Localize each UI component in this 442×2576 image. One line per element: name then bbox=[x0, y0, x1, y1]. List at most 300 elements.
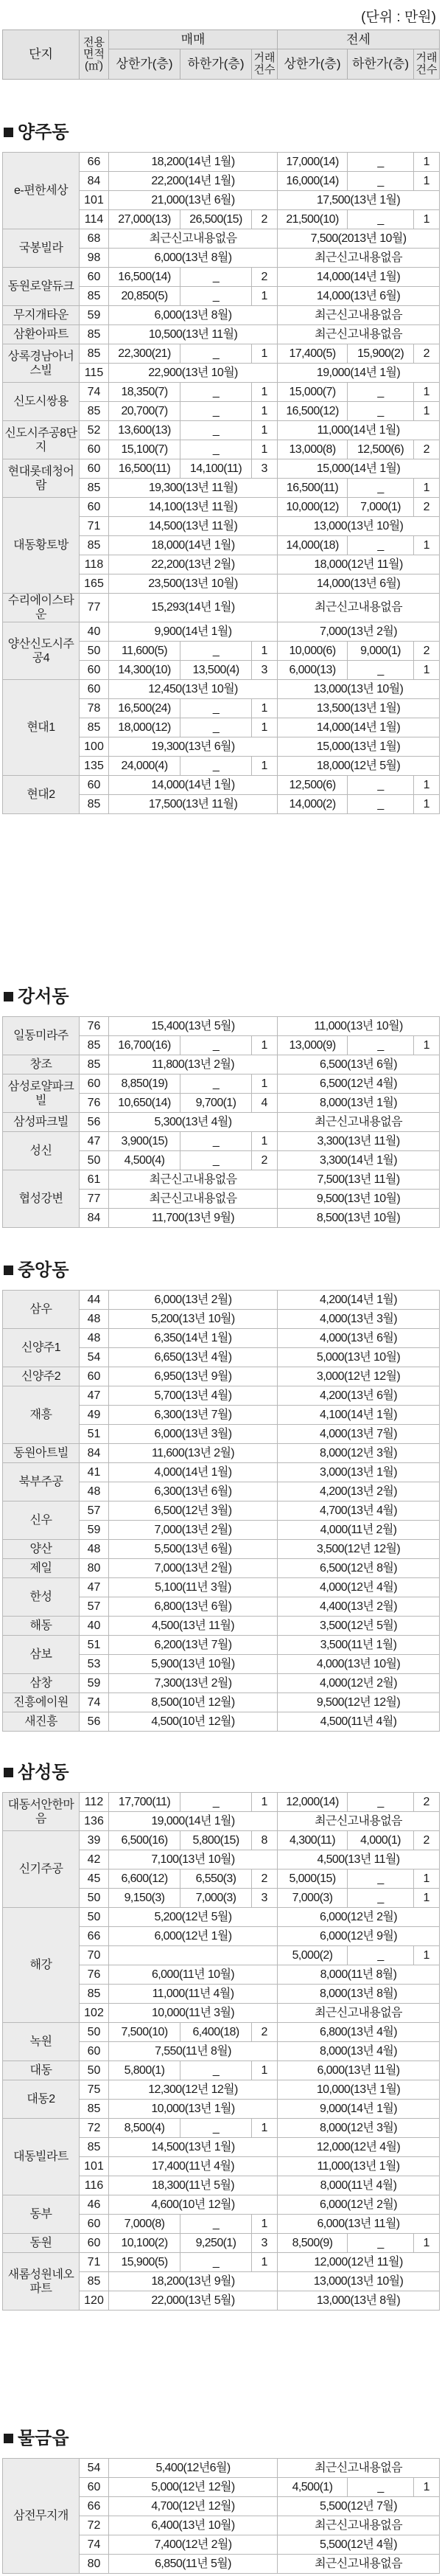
jeonse-upper-cell: 12,500(6) bbox=[278, 776, 348, 795]
jeonse-lower-cell: _ bbox=[348, 776, 414, 795]
sale-count-cell: 1 bbox=[252, 1793, 278, 1812]
sale-lower-cell: _ bbox=[180, 440, 252, 459]
jeonse-price-cell: 18,000(12년 11월) bbox=[278, 555, 440, 574]
jeonse-count-cell: 1 bbox=[414, 795, 440, 814]
complex-name: 해강 bbox=[3, 1908, 80, 2023]
sale-upper-cell: 16,700(16) bbox=[109, 1036, 180, 1055]
complex-name: 양산 bbox=[3, 1540, 80, 1559]
table-row bbox=[3, 1367, 440, 1386]
table-row bbox=[3, 1113, 440, 1132]
jeonse-price-cell: 15,000(14년 1월) bbox=[278, 459, 440, 479]
sale-lower-cell: 26,500(15) bbox=[180, 210, 252, 229]
area-cell: 60 bbox=[80, 268, 109, 287]
jeonse-upper-cell: 14,000(2) bbox=[278, 795, 348, 814]
price-table bbox=[2, 152, 440, 814]
sale-count-cell: 1 bbox=[252, 718, 278, 737]
jeonse-price-cell: 최근신고내용없음 bbox=[278, 306, 440, 325]
area-cell: 50 bbox=[80, 1151, 109, 1170]
sale-lower-cell: 6,400(18) bbox=[180, 2023, 252, 2042]
area-cell: 60 bbox=[80, 498, 109, 517]
area-cell: 50 bbox=[80, 642, 109, 661]
sale-lower-cell: 9,700(1) bbox=[180, 1094, 252, 1113]
complex-name: 일동미라주 bbox=[3, 1017, 80, 1055]
table-row bbox=[3, 1712, 440, 1732]
square-bullet-icon bbox=[4, 2434, 13, 2443]
jeonse-price-cell: 6,500(12년 4월) bbox=[278, 1075, 440, 1094]
section-yangju bbox=[2, 111, 439, 814]
area-cell: 61 bbox=[80, 1170, 109, 1190]
jeonse-price-cell: 최근신고내용없음 bbox=[278, 2004, 440, 2023]
jeonse-count-cell: 2 bbox=[414, 1793, 440, 1812]
sale-lower-cell: _ bbox=[180, 1132, 252, 1151]
complex-name: 대동황토방 bbox=[3, 498, 80, 594]
jeonse-upper-cell: 5,000(2) bbox=[278, 1946, 348, 1965]
sale-price-cell: 23,500(13년 10월) bbox=[109, 574, 278, 594]
sale-upper-cell: 16,500(11) bbox=[109, 459, 180, 479]
header-jeonse-upper: 상한가(층) bbox=[278, 49, 348, 79]
table-row bbox=[3, 1055, 440, 1075]
jeonse-price-cell: 11,000(13년 1월) bbox=[278, 2157, 440, 2176]
complex-name: 신기주공 bbox=[3, 1831, 80, 1908]
jeonse-price-cell: 8,000(13년 8월) bbox=[278, 1985, 440, 2004]
table-row bbox=[3, 2234, 440, 2253]
jeonse-price-cell: 9,500(12년 12월) bbox=[278, 1693, 440, 1712]
sale-count-cell: 3 bbox=[252, 661, 278, 680]
area-cell: 71 bbox=[80, 517, 109, 536]
area-cell: 74 bbox=[80, 1693, 109, 1712]
complex-name: 대동빌라트 bbox=[3, 2119, 80, 2195]
complex-name: 삼환아파트 bbox=[3, 325, 80, 344]
jeonse-count-cell: 1 bbox=[414, 479, 440, 498]
table-row bbox=[3, 2023, 440, 2042]
section-title bbox=[2, 111, 439, 152]
jeonse-count-cell: 1 bbox=[414, 210, 440, 229]
sale-count-cell: 1 bbox=[252, 642, 278, 661]
sale-price-cell: 14,500(13년 11월) bbox=[109, 517, 278, 536]
table-row bbox=[3, 459, 440, 479]
area-cell: 80 bbox=[80, 1559, 109, 1578]
sale-price-cell: 17,500(13년 11월) bbox=[109, 795, 278, 814]
sale-price-cell: 6,650(13년 4월) bbox=[109, 1348, 278, 1367]
sale-lower-cell: _ bbox=[180, 287, 252, 306]
section-title bbox=[2, 2417, 439, 2458]
jeonse-count-cell: 2 bbox=[414, 642, 440, 661]
area-cell: 101 bbox=[80, 191, 109, 210]
table-row bbox=[3, 1636, 440, 1655]
jeonse-price-cell: 8,000(11년 4월) bbox=[278, 2176, 440, 2195]
area-cell: 60 bbox=[80, 2478, 109, 2497]
complex-name: 협성강변 bbox=[3, 1170, 80, 1228]
area-cell: 60 bbox=[80, 2042, 109, 2061]
area-cell: 60 bbox=[80, 2234, 109, 2253]
jeonse-upper-cell: 5,000(15) bbox=[278, 1869, 348, 1889]
jeonse-price-cell: 4,000(12년 2월) bbox=[278, 1674, 440, 1693]
unit-note: (단위 : 만원) bbox=[361, 10, 436, 25]
jeonse-upper-cell: 10,000(6) bbox=[278, 642, 348, 661]
jeonse-lower-cell: _ bbox=[348, 153, 414, 172]
sale-price-cell: 5,900(13년 10월) bbox=[109, 1655, 278, 1674]
jeonse-price-cell: 3,000(13년 1월) bbox=[278, 1463, 440, 1482]
jeonse-price-cell: 4,200(14년 1월) bbox=[278, 1291, 440, 1310]
area-cell: 48 bbox=[80, 1310, 109, 1329]
area-cell: 60 bbox=[80, 1075, 109, 1094]
square-bullet-icon bbox=[4, 1768, 13, 1777]
jeonse-lower-cell: _ bbox=[348, 479, 414, 498]
sale-lower-cell: _ bbox=[180, 421, 252, 440]
area-cell: 77 bbox=[80, 594, 109, 622]
sale-upper-cell: 20,700(7) bbox=[109, 402, 180, 421]
jeonse-count-cell: 1 bbox=[414, 172, 440, 191]
jeonse-price-cell: 최근신고내용없음 bbox=[278, 249, 440, 268]
area-cell: 59 bbox=[80, 1521, 109, 1540]
complex-name: 새롬성원네오파트 bbox=[3, 2253, 80, 2311]
jeonse-price-cell: 3,500(12년 5월) bbox=[278, 1617, 440, 1636]
header-jeonse-lower: 하한가(층) bbox=[348, 49, 414, 79]
complex-name: 상록경남아너스빌 bbox=[3, 344, 80, 383]
section-title bbox=[2, 975, 439, 1016]
sale-lower-cell: _ bbox=[180, 2215, 252, 2234]
sale-price-cell: 최근신고내용없음 bbox=[109, 229, 278, 249]
jeonse-count-cell: 2 bbox=[414, 1831, 440, 1850]
table-row bbox=[3, 1831, 440, 1850]
sale-price-cell: 7,550(11년 8월) bbox=[109, 2042, 278, 2061]
area-cell: 41 bbox=[80, 1463, 109, 1482]
table-row bbox=[3, 2253, 440, 2272]
area-cell: 100 bbox=[80, 737, 109, 757]
area-cell: 85 bbox=[80, 325, 109, 344]
complex-name: e-편한세상 bbox=[3, 153, 80, 229]
complex-name: 동부 bbox=[3, 2195, 80, 2234]
area-cell: 76 bbox=[80, 1094, 109, 1113]
area-cell: 85 bbox=[80, 795, 109, 814]
table-row bbox=[3, 1793, 440, 1812]
table-row bbox=[3, 306, 440, 325]
area-cell: 45 bbox=[80, 1869, 109, 1889]
sale-price-cell: 5,000(12년 12월) bbox=[109, 2478, 278, 2497]
sale-price-cell: 6,000(11년 10월) bbox=[109, 1965, 278, 1985]
section-title-text: 삼성동 bbox=[18, 1763, 69, 1782]
table-row bbox=[3, 344, 440, 364]
sale-price-cell: 12,300(12년 12월) bbox=[109, 2080, 278, 2100]
sale-lower-cell: 14,100(11) bbox=[180, 459, 252, 479]
table-row bbox=[3, 2459, 440, 2478]
area-cell: 60 bbox=[80, 661, 109, 680]
jeonse-price-cell: 최근신고내용없음 bbox=[278, 2555, 440, 2574]
sale-lower-cell: _ bbox=[180, 1151, 252, 1170]
jeonse-count-cell: 1 bbox=[414, 1869, 440, 1889]
jeonse-price-cell: 최근신고내용없음 bbox=[278, 1812, 440, 1831]
sale-price-cell: 8,500(10년 12월) bbox=[109, 1693, 278, 1712]
area-cell: 48 bbox=[80, 1329, 109, 1348]
sale-price-cell: 6,000(13년 8월) bbox=[109, 249, 278, 268]
jeonse-price-cell: 4,200(13년 2월) bbox=[278, 1482, 440, 1501]
jeonse-count-cell: 1 bbox=[414, 1036, 440, 1055]
sale-lower-cell: _ bbox=[180, 1036, 252, 1055]
area-cell: 71 bbox=[80, 2253, 109, 2272]
jeonse-count-cell: 1 bbox=[414, 661, 440, 680]
area-cell: 50 bbox=[80, 2023, 109, 2042]
area-cell: 85 bbox=[80, 2100, 109, 2119]
sale-price-cell: 15,400(13년 5월) bbox=[109, 1017, 278, 1036]
sale-count-cell: 1 bbox=[252, 2215, 278, 2234]
area-cell: 75 bbox=[80, 2080, 109, 2100]
sale-upper-cell: 20,850(5) bbox=[109, 287, 180, 306]
jeonse-price-cell: 5,500(12년 4월) bbox=[278, 2535, 440, 2555]
sale-price-cell: 최근신고내용없음 bbox=[109, 1170, 278, 1190]
complex-name: 제일 bbox=[3, 1559, 80, 1578]
sale-upper-cell: 24,000(4) bbox=[109, 757, 180, 776]
sale-count-cell: 1 bbox=[252, 344, 278, 364]
sale-upper-cell: 18,350(7) bbox=[109, 383, 180, 402]
sale-price-cell: 22,900(13년 10월) bbox=[109, 364, 278, 383]
jeonse-price-cell: 8,000(11년 8월) bbox=[278, 1965, 440, 1985]
jeonse-upper-cell: 4,500(1) bbox=[278, 2478, 348, 2497]
table-row bbox=[3, 776, 440, 795]
table-row bbox=[3, 1693, 440, 1712]
complex-name: 대동2 bbox=[3, 2080, 80, 2119]
jeonse-price-cell: 19,000(14년 1월) bbox=[278, 364, 440, 383]
table-row bbox=[3, 229, 440, 249]
sale-price-cell: 17,400(11년 4월) bbox=[109, 2157, 278, 2176]
sale-count-cell: 8 bbox=[252, 1831, 278, 1850]
area-cell: 102 bbox=[80, 2004, 109, 2023]
sale-upper-cell: 15,100(7) bbox=[109, 440, 180, 459]
sale-count-cell: 1 bbox=[252, 2119, 278, 2138]
sale-price-cell: 15,293(14년 1월) bbox=[109, 594, 278, 622]
sale-lower-cell: 13,500(4) bbox=[180, 661, 252, 680]
complex-name: 동원 bbox=[3, 2234, 80, 2253]
sale-upper-cell: 17,700(11) bbox=[109, 1793, 180, 1812]
table-row bbox=[3, 1674, 440, 1693]
jeonse-price-cell: 최근신고내용없음 bbox=[278, 325, 440, 344]
table-row bbox=[3, 1386, 440, 1406]
jeonse-price-cell: 4,000(13년 7월) bbox=[278, 1425, 440, 1444]
jeonse-upper-cell: 4,300(11) bbox=[278, 1831, 348, 1850]
sale-upper-cell: 7,500(10) bbox=[109, 2023, 180, 2042]
area-cell: 85 bbox=[80, 2272, 109, 2291]
sale-price-cell: 18,000(14년 1월) bbox=[109, 536, 278, 555]
sale-upper-cell: 7,000(8) bbox=[109, 2215, 180, 2234]
sale-count-cell: 2 bbox=[252, 1869, 278, 1889]
jeonse-upper-cell: 6,000(13) bbox=[278, 661, 348, 680]
sale-upper-cell: 13,600(13) bbox=[109, 421, 180, 440]
sale-count-cell: 1 bbox=[252, 1132, 278, 1151]
area-cell: 136 bbox=[80, 1812, 109, 1831]
area-cell: 40 bbox=[80, 1617, 109, 1636]
jeonse-price-cell: 8,000(13년 1월) bbox=[278, 1094, 440, 1113]
price-table bbox=[2, 2458, 440, 2574]
area-cell: 74 bbox=[80, 383, 109, 402]
header-sale-count: 거래건수 bbox=[252, 49, 278, 79]
sale-count-cell: 3 bbox=[252, 2234, 278, 2253]
area-cell: 114 bbox=[80, 210, 109, 229]
jeonse-upper-cell: 13,000(8) bbox=[278, 440, 348, 459]
area-cell: 76 bbox=[80, 1017, 109, 1036]
complex-name: 녹원 bbox=[3, 2023, 80, 2061]
sale-lower-cell: _ bbox=[180, 402, 252, 421]
jeonse-price-cell: 7,500(2013년 10월) bbox=[278, 229, 440, 249]
jeonse-price-cell: 4,000(13년 10월) bbox=[278, 1655, 440, 1674]
sale-price-cell: 5,200(12년 5월) bbox=[109, 1908, 278, 1927]
jeonse-price-cell: 7,500(13년 11월) bbox=[278, 1170, 440, 1190]
table-row bbox=[3, 1132, 440, 1151]
jeonse-price-cell: 11,000(14년 1월) bbox=[278, 421, 440, 440]
sale-upper-cell: 11,600(5) bbox=[109, 642, 180, 661]
jeonse-count-cell: 1 bbox=[414, 2234, 440, 2253]
jeonse-upper-cell: 17,400(5) bbox=[278, 344, 348, 364]
area-cell: 76 bbox=[80, 1965, 109, 1985]
table-row bbox=[3, 1617, 440, 1636]
area-cell: 101 bbox=[80, 2157, 109, 2176]
sale-count-cell: 1 bbox=[252, 757, 278, 776]
complex-name: 신양주1 bbox=[3, 1329, 80, 1367]
sale-price-cell: 6,800(13년 6월) bbox=[109, 1597, 278, 1617]
sale-price-cell: 22,200(13년 2월) bbox=[109, 555, 278, 574]
jeonse-price-cell: 14,000(14년 1월) bbox=[278, 268, 440, 287]
sale-upper-cell: 16,500(24) bbox=[109, 699, 180, 718]
complex-name: 삼우 bbox=[3, 1291, 80, 1329]
table-row bbox=[3, 622, 440, 642]
area-cell: 51 bbox=[80, 1425, 109, 1444]
jeonse-lower-cell: _ bbox=[348, 661, 414, 680]
sale-lower-cell: 7,000(3) bbox=[180, 1889, 252, 1908]
sale-count-cell: 1 bbox=[252, 1036, 278, 1055]
area-cell: 66 bbox=[80, 2497, 109, 2516]
area-cell: 60 bbox=[80, 2215, 109, 2234]
sale-upper-cell: 5,800(1) bbox=[109, 2061, 180, 2080]
sale-price-cell: 14,000(14년 1월) bbox=[109, 776, 278, 795]
area-cell: 85 bbox=[80, 536, 109, 555]
table-row bbox=[3, 153, 440, 172]
sale-price-cell: 18,200(13년 9월) bbox=[109, 2272, 278, 2291]
header-sale-upper: 상한가(층) bbox=[109, 49, 180, 79]
area-cell: 120 bbox=[80, 2291, 109, 2311]
jeonse-count-cell: 1 bbox=[414, 1889, 440, 1908]
jeonse-lower-cell: _ bbox=[348, 1793, 414, 1812]
jeonse-price-cell: 9,000(14년 1월) bbox=[278, 2100, 440, 2119]
jeonse-price-cell: 10,000(13년 1월) bbox=[278, 2080, 440, 2100]
sale-price-cell: 6,850(11년 5월) bbox=[109, 2555, 278, 2574]
sale-upper-cell: 4,500(4) bbox=[109, 1151, 180, 1170]
table-row bbox=[3, 2061, 440, 2080]
jeonse-price-cell: 6,800(13년 4월) bbox=[278, 2023, 440, 2042]
jeonse-lower-cell: _ bbox=[348, 536, 414, 555]
sale-upper-cell: 27,000(13) bbox=[109, 210, 180, 229]
area-cell: 165 bbox=[80, 574, 109, 594]
jeonse-lower-cell: _ bbox=[348, 1946, 414, 1965]
complex-name: 대동 bbox=[3, 2061, 80, 2080]
sale-upper-cell: 3,900(15) bbox=[109, 1132, 180, 1151]
area-cell: 84 bbox=[80, 1444, 109, 1463]
jeonse-price-cell: 14,000(13년 6월) bbox=[278, 287, 440, 306]
jeonse-upper-cell: 16,000(14) bbox=[278, 172, 348, 191]
sale-price-cell: 5,100(11년 3월) bbox=[109, 1578, 278, 1597]
jeonse-lower-cell: _ bbox=[348, 1889, 414, 1908]
area-cell: 68 bbox=[80, 229, 109, 249]
section-title bbox=[2, 1751, 439, 1792]
area-cell: 50 bbox=[80, 1889, 109, 1908]
jeonse-price-cell: 8,000(13년 4월) bbox=[278, 2042, 440, 2061]
jeonse-lower-cell: _ bbox=[348, 1869, 414, 1889]
jeonse-lower-cell: 4,000(1) bbox=[348, 1831, 414, 1850]
area-cell: 66 bbox=[80, 1927, 109, 1946]
complex-name: 삼창 bbox=[3, 1674, 80, 1693]
area-cell: 47 bbox=[80, 1386, 109, 1406]
area-cell: 112 bbox=[80, 1793, 109, 1812]
jeonse-price-cell: 4,000(13년 3월) bbox=[278, 1310, 440, 1329]
section-title bbox=[2, 1249, 439, 1290]
complex-name: 새진흥 bbox=[3, 1712, 80, 1732]
jeonse-price-cell: 6,000(12년 9월) bbox=[278, 1927, 440, 1946]
jeonse-count-cell: 1 bbox=[414, 536, 440, 555]
table-row bbox=[3, 1329, 440, 1348]
complex-name: 해동 bbox=[3, 1617, 80, 1636]
complex-name: 삼전무지개 bbox=[3, 2459, 80, 2574]
area-cell: 57 bbox=[80, 1501, 109, 1521]
sale-price-cell: 5,700(13년 4월) bbox=[109, 1386, 278, 1406]
sale-price-cell: 7,000(13년 2월) bbox=[109, 1521, 278, 1540]
header-sale-lower: 하한가(층) bbox=[180, 49, 252, 79]
sale-price-cell: 5,500(13년 6월) bbox=[109, 1540, 278, 1559]
area-cell: 48 bbox=[80, 1540, 109, 1559]
sale-price-cell: 7,100(13년 10월) bbox=[109, 1850, 278, 1869]
sale-upper-cell: 8,850(19) bbox=[109, 1075, 180, 1094]
sale-price-cell: 6,350(14년 1월) bbox=[109, 1329, 278, 1348]
area-cell: 46 bbox=[80, 2195, 109, 2215]
jeonse-price-cell: 13,000(13년 10월) bbox=[278, 2272, 440, 2291]
table-row bbox=[3, 1017, 440, 1036]
sale-count-cell: 1 bbox=[252, 2061, 278, 2080]
complex-name: 신우 bbox=[3, 1501, 80, 1540]
table-row bbox=[3, 1291, 440, 1310]
section-title-text: 강서동 bbox=[18, 987, 69, 1007]
jeonse-lower-cell: 9,000(1) bbox=[348, 642, 414, 661]
jeonse-price-cell: 최근신고내용없음 bbox=[278, 594, 440, 622]
area-cell: 42 bbox=[80, 1850, 109, 1869]
jeonse-count-cell: 1 bbox=[414, 402, 440, 421]
table-row bbox=[3, 680, 440, 699]
complex-name: 삼보 bbox=[3, 1636, 80, 1674]
jeonse-price-cell: 3,300(14년 1월) bbox=[278, 1151, 440, 1170]
sale-price-cell: 11,800(13년 2월) bbox=[109, 1055, 278, 1075]
sale-price-cell: 14,500(13년 1월) bbox=[109, 2138, 278, 2157]
jeonse-price-cell: 13,000(13년 10월) bbox=[278, 517, 440, 536]
jeonse-lower-cell: _ bbox=[348, 1036, 414, 1055]
sale-count-cell: 3 bbox=[252, 459, 278, 479]
area-cell: 60 bbox=[80, 1367, 109, 1386]
sale-price-cell: 11,600(13년 2월) bbox=[109, 1444, 278, 1463]
area-cell: 85 bbox=[80, 344, 109, 364]
sale-count-cell: 2 bbox=[252, 210, 278, 229]
area-cell: 72 bbox=[80, 2516, 109, 2535]
area-cell: 51 bbox=[80, 1636, 109, 1655]
area-cell: 60 bbox=[80, 440, 109, 459]
complex-name: 창조 bbox=[3, 1055, 80, 1075]
header-jeonse: 전세 bbox=[278, 30, 440, 49]
sale-price-cell: 4,600(10년 12월) bbox=[109, 2195, 278, 2215]
area-cell: 47 bbox=[80, 1132, 109, 1151]
sale-count-cell: 1 bbox=[252, 1075, 278, 1094]
header-complex: 단지 bbox=[3, 30, 80, 80]
sale-price-cell: 6,000(13년 2월) bbox=[109, 1291, 278, 1310]
table-row bbox=[3, 2080, 440, 2100]
sale-lower-cell: _ bbox=[180, 383, 252, 402]
area-cell: 57 bbox=[80, 1597, 109, 1617]
complex-name: 현대롯데청어람 bbox=[3, 459, 80, 498]
jeonse-price-cell: 17,500(13년 1월) bbox=[278, 191, 440, 210]
area-cell: 39 bbox=[80, 1831, 109, 1850]
sale-upper-cell: 10,100(2) bbox=[109, 2234, 180, 2253]
